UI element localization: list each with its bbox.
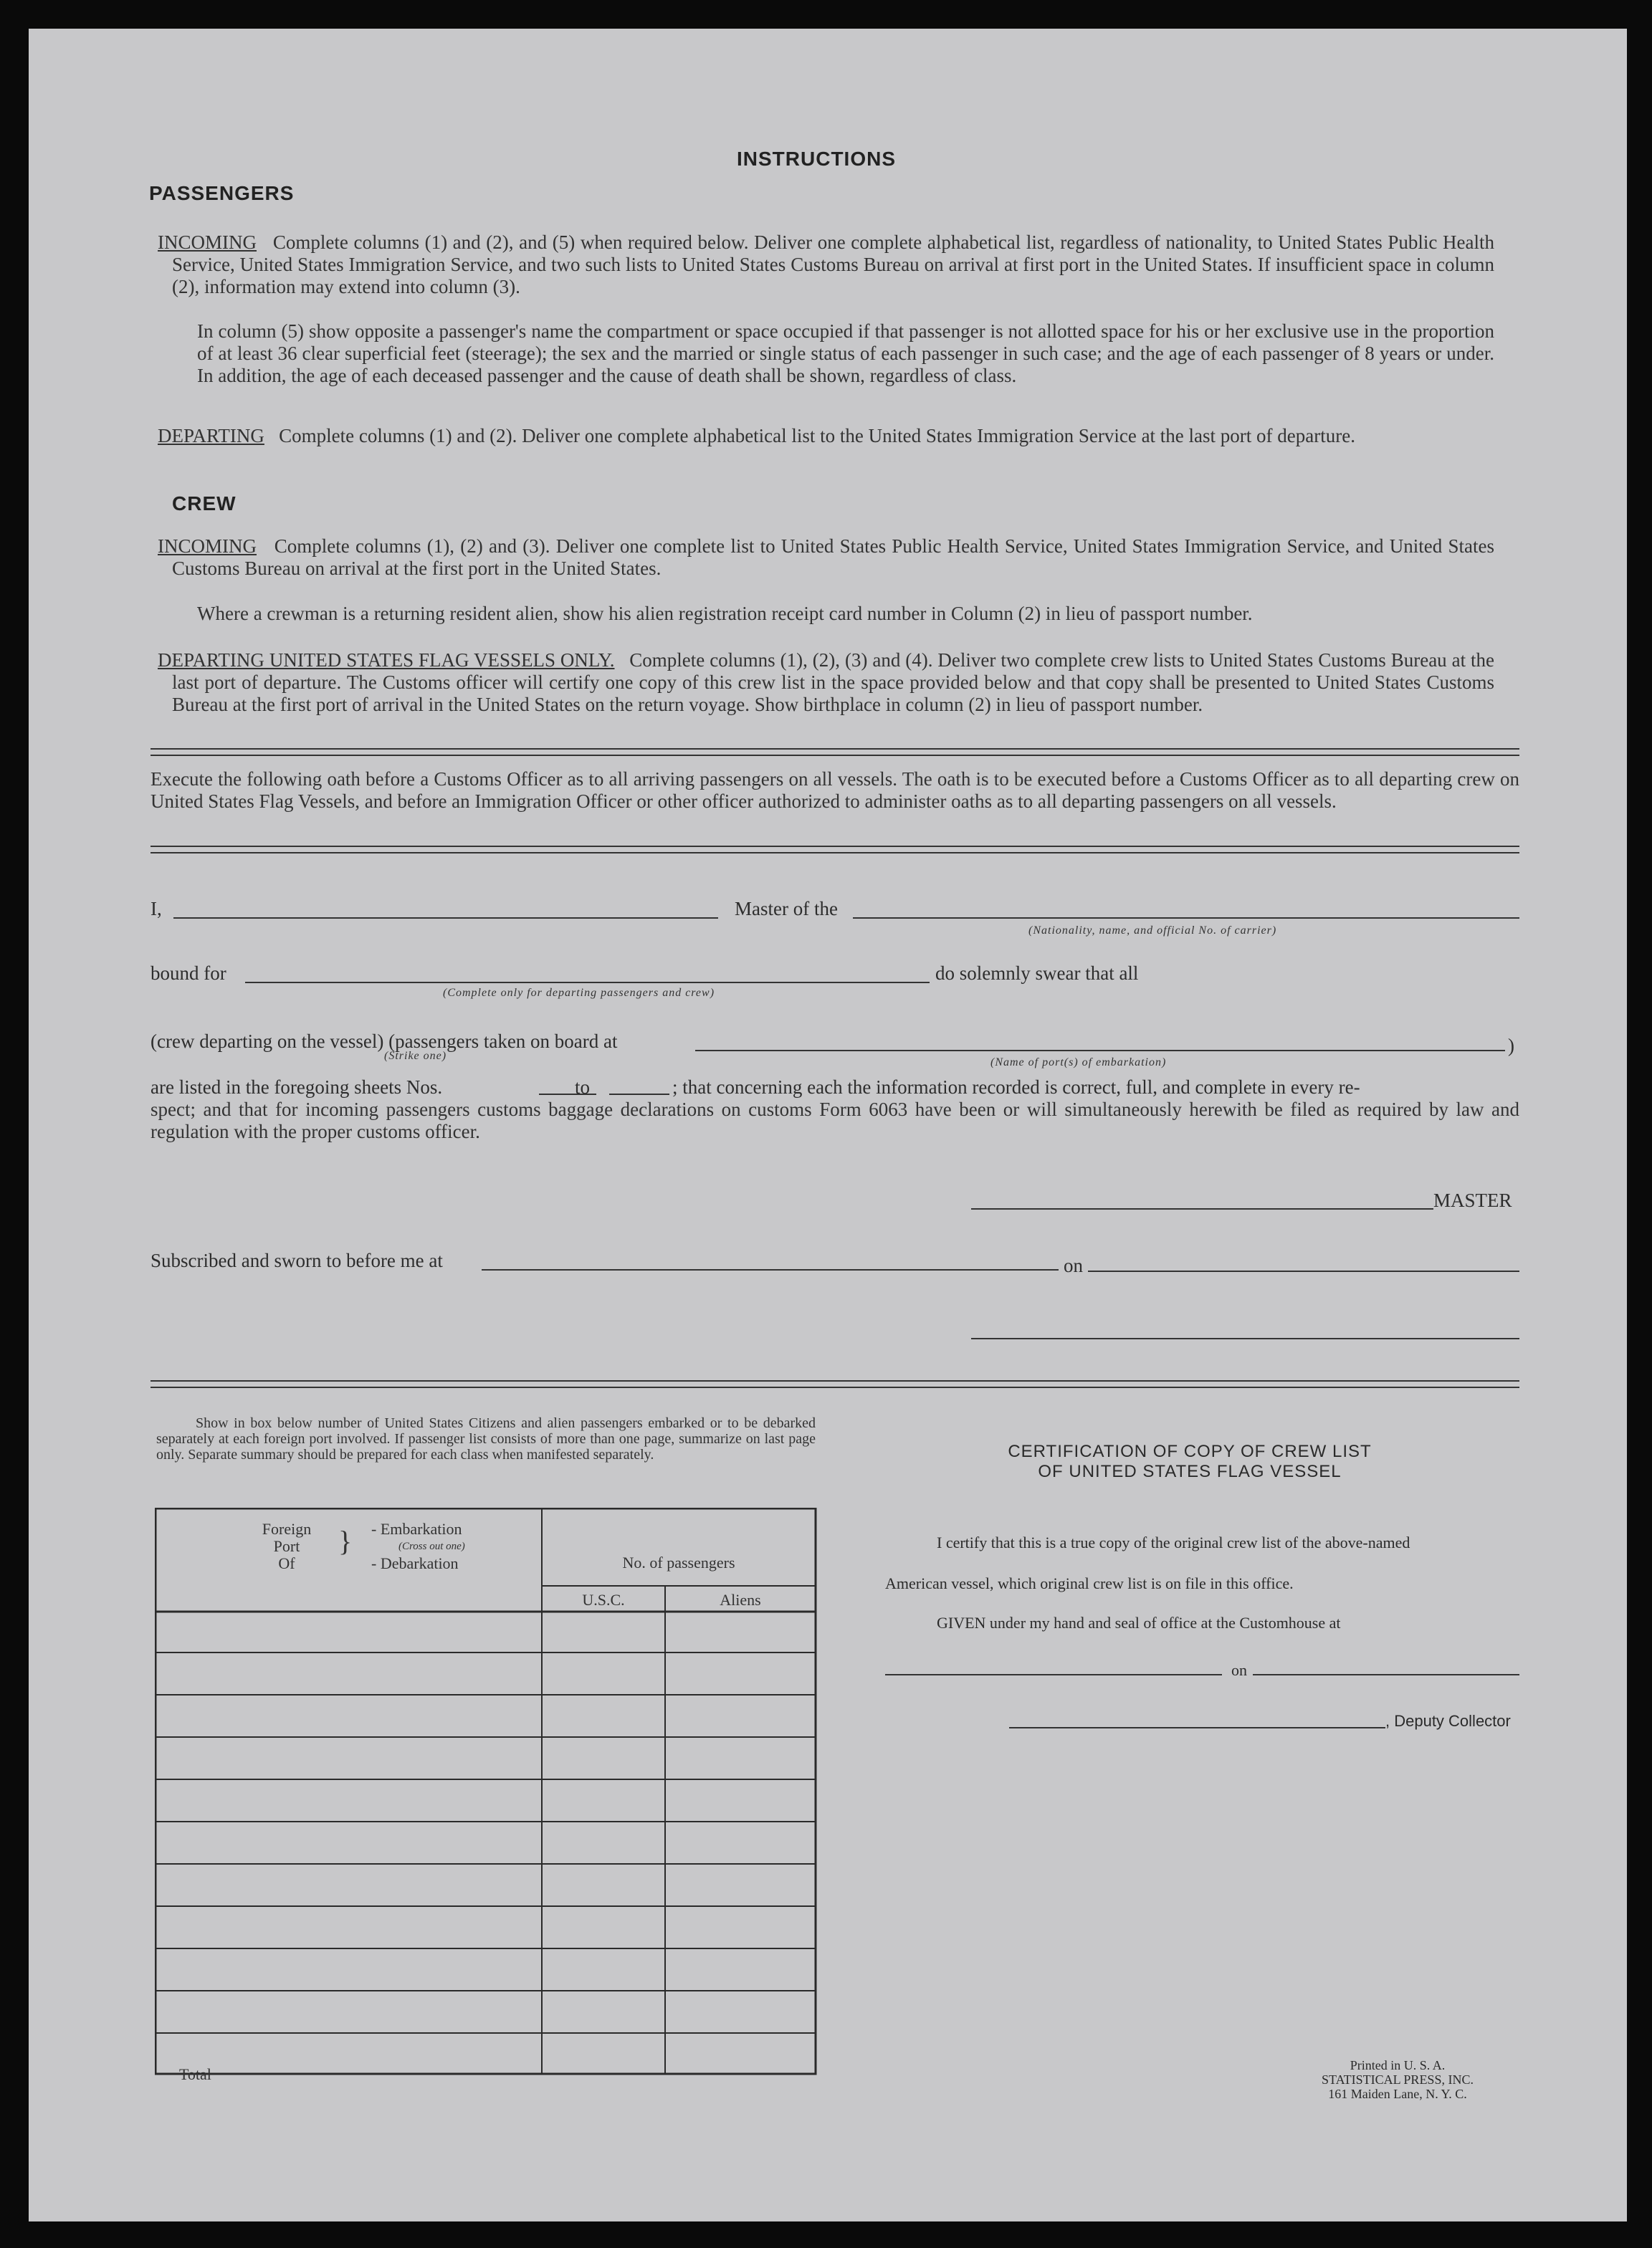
- customhouse-field[interactable]: [885, 1674, 1222, 1675]
- crew-resident-paragraph: Where a crewman is a returning resident alien, show his alien registration receipt card number in Column (2) in lieu of passport number.: [197, 603, 1253, 624]
- crew-incoming-paragraph: [158, 535, 1495, 580]
- crew-heading: CREW: [172, 492, 237, 515]
- printer-line3: 161 Maiden Lane, N. Y. C.: [1328, 2087, 1467, 2101]
- master-of-label: Master of the: [735, 898, 838, 919]
- oath-rest-line1: ; that concerning each the information recorded is correct, full, and complete in every re-: [672, 1076, 1360, 1098]
- foreign-port-header: [244, 1521, 330, 1572]
- passengers-departing-text: Complete columns (1) and (2). Deliver one complete alphabetical list to the United States Immigration Service at the last port of departure.: [279, 425, 1355, 446]
- strike-one-caption: (Strike one): [384, 1050, 447, 1062]
- master-label: MASTER: [1433, 1190, 1512, 1211]
- cross-out-caption: (Cross out one): [398, 1541, 465, 1552]
- crew-incoming-text: Complete columns (1), (2) and (3). Deliver one complete list to United States Public Health Service, United States Immigration Service, and United States Customs Bureau on arrival at the first port in the United States.: [172, 535, 1495, 579]
- embarkation-label[interactable]: - Embarkation: [371, 1520, 462, 1538]
- crew-departing-label: DEPARTING UNITED STATES FLAG VESSELS ONLY.: [158, 649, 615, 671]
- officer-signature-field[interactable]: [971, 1338, 1519, 1339]
- carrier-field[interactable]: [853, 917, 1519, 919]
- carrier-caption: (Nationality, name, and official No. of carrier): [1028, 924, 1277, 937]
- form-page: [29, 29, 1627, 2221]
- usc-header: U.S.C.: [582, 1591, 625, 1609]
- passengers-departing-paragraph: [158, 425, 1494, 447]
- sheets-label: are listed in the foregoing sheets Nos.: [151, 1076, 443, 1098]
- crew-departing-text: Complete columns (1), (2), (3) and (4). Deliver two complete crew lists to United States Customs Bureau at the last port of departure. The Customs officer will certify one copy of this crew list in the space provided below and that copy shall be presented to United States Customs Bureau at the first port of arrival in the United States on the return voyage. Show birthplace in column (2) in lieu of passport number.: [172, 649, 1495, 715]
- brace-icon: }: [338, 1525, 353, 1557]
- col-port-label: Port: [273, 1537, 300, 1555]
- passengers-incoming-text: Complete columns (1) and (2), and (5) when required below. Deliver one complete alphabetical list, regardless of nationality, to United States Public Health Service, United States Immigration Service, and two such lists to United States Customs Bureau on arrival at first port in the United States. If insufficient space in column (2), information may extend into column (3).: [172, 231, 1494, 297]
- embarkation-options: [371, 1521, 465, 1572]
- instructions-title: INSTRUCTIONS: [737, 148, 896, 170]
- sheet-to-field[interactable]: [609, 1094, 669, 1095]
- certification-title: [975, 1442, 1405, 1482]
- certify-line2: American vessel, which original crew list is on file in this office.: [885, 1574, 1294, 1592]
- sheets-to-label: to: [575, 1076, 591, 1098]
- bound-for-caption: (Complete only for departing passengers and crew): [443, 987, 715, 999]
- passengers-incoming-paragraph: [158, 231, 1494, 298]
- section-divider: [151, 846, 1519, 853]
- section-divider: [151, 748, 1519, 756]
- col-of-label: Of: [278, 1554, 295, 1572]
- crew-departing-paragraph: [158, 649, 1495, 716]
- passengers-departing-label: DEPARTING: [158, 425, 264, 446]
- certify-line1: I certify that this is a true copy of the original crew list of the above-named: [937, 1534, 1410, 1551]
- cert-on-label: on: [1231, 1661, 1247, 1679]
- swear-label: do solemnly swear that all: [935, 962, 1139, 984]
- subscribed-label: Subscribed and sworn to before me at: [151, 1250, 443, 1271]
- crew-incoming-label: INCOMING: [158, 535, 257, 557]
- master-name-field[interactable]: [173, 917, 718, 919]
- section-divider: [151, 1380, 1519, 1388]
- crew-departing-strike-label: (crew departing on the vessel) (passengers taken on board at: [151, 1030, 618, 1052]
- sworn-place-field[interactable]: [482, 1269, 1059, 1271]
- total-label: Total: [179, 2065, 211, 2083]
- no-passengers-header: No. of passengers: [622, 1554, 735, 1572]
- sworn-on-label: on: [1064, 1255, 1083, 1276]
- debarkation-label[interactable]: - Debarkation: [371, 1554, 459, 1572]
- master-signature-field[interactable]: [971, 1208, 1433, 1210]
- summary-note: Show in box below number of United States Citizens and alien passengers embarked or to be debarked separately at each foreign port involved. If passenger list consists of more than one page, summarize on last page only. Separate summary should be prepared for each class when manifested separately.: [156, 1415, 816, 1463]
- deputy-signature-field[interactable]: [1009, 1727, 1385, 1728]
- cert-date-field[interactable]: [1253, 1674, 1519, 1675]
- port-caption: (Name of port(s) of embarkation): [990, 1056, 1167, 1068]
- given-line: GIVEN under my hand and seal of office at the Customhouse at: [937, 1614, 1341, 1632]
- passengers-heading: PASSENGERS: [149, 182, 295, 204]
- oath-i-label: I,: [151, 898, 162, 919]
- close-paren: ): [1508, 1035, 1514, 1056]
- printer-imprint: [1290, 2058, 1505, 2101]
- printer-line2: STATISTICAL PRESS, INC.: [1322, 2072, 1474, 2087]
- embarkation-port-field[interactable]: [695, 1050, 1505, 1051]
- oath-intro-paragraph: Execute the following oath before a Customs Officer as to all arriving passengers on all vessels. The oath is to be executed before a Customs Officer as to all departing crew on United States Flag Vessels, and before an Immigration Officer or other officer authorized to administer oaths as to all departing passengers on all vessels.: [151, 768, 1519, 812]
- passengers-incoming-label: INCOMING: [158, 231, 257, 253]
- printer-line1: Printed in U. S. A.: [1350, 2058, 1446, 2072]
- certification-title-line2: OF UNITED STATES FLAG VESSEL: [1038, 1462, 1342, 1481]
- bound-for-field[interactable]: [245, 982, 930, 983]
- bound-for-label: bound for: [151, 962, 226, 984]
- deputy-collector-label: , Deputy Collector: [1385, 1712, 1511, 1730]
- aliens-header: Aliens: [720, 1591, 761, 1609]
- certification-title-line1: CERTIFICATION OF COPY OF CREW LIST: [1008, 1442, 1372, 1461]
- sworn-date-field[interactable]: [1088, 1271, 1519, 1272]
- oath-rest-paragraph: spect; and that for incoming passengers customs baggage declarations on customs Form 6063 have been or will simultaneously herewith be filed as required by law and regulation with the proper customs officer.: [151, 1099, 1519, 1142]
- column5-paragraph: In column (5) show opposite a passenger's name the compartment or space occupied if that passenger is not allotted space for his or her exclusive use in the proportion of at least 36 clear superficial feet (steerage); the sex and the married or single status of each passenger in such case; and the age of each passenger of 8 years or under. In addition, the age of each deceased passenger and the cause of death shall be shown, regardless of class.: [197, 320, 1494, 386]
- col-foreign-label: Foreign: [262, 1520, 312, 1538]
